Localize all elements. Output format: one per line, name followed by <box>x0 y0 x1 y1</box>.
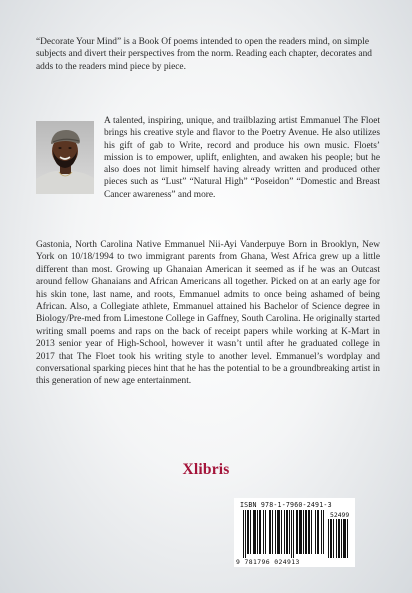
barcode-bar <box>317 510 319 554</box>
barcode-bar <box>330 519 332 558</box>
barcode-bar <box>347 519 348 558</box>
barcode-number: 9 781796 024913 <box>236 558 300 566</box>
barcode-bar <box>263 510 264 554</box>
barcode-bar <box>277 510 280 554</box>
barcode-bar <box>281 510 282 554</box>
barcode-bar <box>341 519 342 558</box>
barcode-bar <box>289 510 290 554</box>
barcode-addon <box>328 519 350 558</box>
barcode-bar <box>328 519 329 558</box>
barcode-box <box>234 498 355 567</box>
barcode-bar <box>291 510 292 558</box>
barcode-bar <box>333 519 334 558</box>
author-photo <box>36 121 94 194</box>
barcode-bar <box>293 510 294 558</box>
bio-paragraph-2: Gastonia, North Carolina Native Emmanuel Nii-Ayi Vanderpuye Born in Brooklyn, New York on 10/18/1994 to two immigrant parents from Ghana, West Africa grew up a little different than most. Growing up Ghanaian American it seemed as if he was an Outcast around fellow Ghanaians and African Americans all together. Picked on at an early age for his skin tone, last name, and roots, Emmanuel admits to once being ashamed of being African. Also, a Collegiate athlete, Emmanuel attained his Bachelor of Science degree in Biology/Pre-med from Limestone College in Gaffney, South Carolina. He originally started writing small poems and raps on the back of receipt papers while working at K-Mart in 2013 senior year of High-School, however it wasn’t until after he graduated college in 2017 that The Floet took his writing style to another level. Emmanuel’s wordplay and conversational sparking pieces hint that he has the potential to be a groundbreaking artist in this generation of new age entertainment. <box>36 240 380 387</box>
barcode-bar <box>265 510 266 554</box>
bio-paragraph-1: A talented, inspiring, unique, and trailblazing artist Emmanuel The Floet brings his creative style and flavor to the Poetry Avenue. He also utilizes his gift of gab to Write, record and produce his own music. Floets’ mission is to empower, uplift, enlighten, and awaken his people; but he also does not limit himself having already written and produced other pieces such as “Lust” “Natural High” “Poseidon” “Domestic and Breast Cancer awareness” and more. <box>104 116 380 200</box>
barcode-bar <box>253 510 256 554</box>
barcode-bar <box>245 510 246 558</box>
barcode-bar <box>308 510 310 554</box>
barcode-bar <box>257 510 258 554</box>
barcode-bar <box>284 510 285 554</box>
intro-paragraph: “Decorate Your Mind” is a Book Of poems intended to open the readers mind, on simple subjects and divert their perspectives from the norm. Reading each chapter, decorates and adds to the readers mind piece by piece. <box>36 37 372 72</box>
barcode-bar <box>275 510 276 554</box>
barcode-bar <box>321 510 322 554</box>
barcode-bar <box>305 510 307 554</box>
barcode-bar <box>299 510 302 554</box>
barcode-bar <box>296 510 298 554</box>
barcode-main <box>243 510 325 558</box>
barcode-bar <box>338 519 340 558</box>
barcode-bar <box>303 510 304 554</box>
barcode-bar <box>247 510 249 554</box>
barcode-bar <box>286 510 288 554</box>
isbn-label: ISBN 978-1-7960-2491-3 <box>240 501 332 509</box>
barcode-bar <box>243 510 244 558</box>
barcode-bar <box>311 510 312 554</box>
barcode-bar <box>336 519 337 558</box>
barcode-bar <box>343 519 346 558</box>
price-code: 52499 <box>330 511 350 519</box>
barcode-bar <box>323 510 324 554</box>
publisher-logo: Xlibris <box>182 461 230 478</box>
barcode-bar <box>269 510 271 554</box>
barcode-bar <box>272 510 273 554</box>
barcode-bar <box>315 510 316 554</box>
barcode-bar <box>250 510 251 554</box>
barcode-bar <box>259 510 261 554</box>
